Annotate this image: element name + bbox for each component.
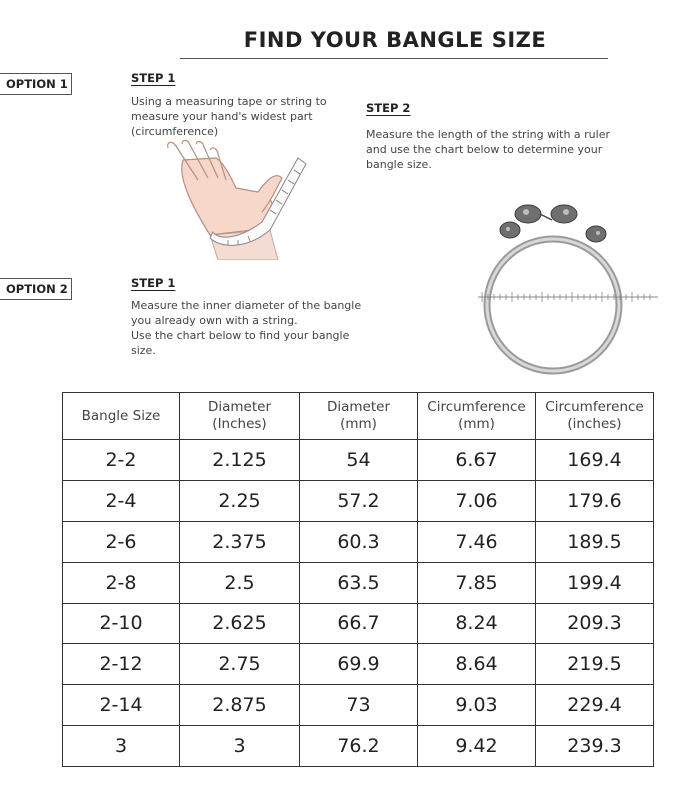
table-cell: 3 <box>63 726 180 767</box>
table-cell: 179.6 <box>536 480 654 521</box>
table-cell: 2-10 <box>63 603 180 644</box>
table-cell: 54 <box>300 440 418 481</box>
header-line: Bangle Size <box>81 407 161 424</box>
table-cell: 7.85 <box>418 562 536 603</box>
table-cell: 2-8 <box>63 562 180 603</box>
table-cell: 209.3 <box>536 603 654 644</box>
header-circumference-mm <box>418 393 536 440</box>
header-line: (inches) <box>567 416 622 432</box>
table-cell: 9.03 <box>418 685 536 726</box>
table-row <box>63 440 654 481</box>
hand-measuring-illustration <box>158 140 308 260</box>
table-cell: 2.25 <box>180 480 300 521</box>
table-header-row <box>63 393 654 440</box>
table-cell: 60.3 <box>300 521 418 562</box>
table-cell: 2.125 <box>180 440 300 481</box>
table-cell: 2.375 <box>180 521 300 562</box>
table-cell: 199.4 <box>536 562 654 603</box>
text-line: Measure the length of the string with a ruler <box>366 128 610 141</box>
table-cell: 2-12 <box>63 644 180 685</box>
table-cell: 63.5 <box>300 562 418 603</box>
header-line: (mm) <box>340 416 377 432</box>
header-line: Diameter <box>326 399 391 415</box>
table-cell: 73 <box>300 685 418 726</box>
table-cell: 219.5 <box>536 644 654 685</box>
table-cell: 7.46 <box>418 521 536 562</box>
table-cell: 69.9 <box>300 644 418 685</box>
table-cell: 3 <box>180 726 300 767</box>
header-bangle-size <box>63 393 180 440</box>
table-row <box>63 644 654 685</box>
header-line: Diameter <box>207 399 272 415</box>
table-row <box>63 562 654 603</box>
text-line: (circumference) <box>131 125 219 138</box>
text-line: you already own with a string. <box>131 314 298 327</box>
text-line: size. <box>131 344 156 357</box>
text-line: bangle size. <box>366 158 432 171</box>
table-row <box>63 685 654 726</box>
header-circumference-inches <box>536 393 654 440</box>
bangle-ruler-illustration <box>468 200 658 378</box>
bangle-size-table <box>62 392 654 767</box>
table-cell: 66.7 <box>300 603 418 644</box>
table-cell: 2.5 <box>180 562 300 603</box>
table-cell: 2-4 <box>63 480 180 521</box>
table-cell: 2-6 <box>63 521 180 562</box>
table-cell: 7.06 <box>418 480 536 521</box>
page-title: FIND YOUR BANGLE SIZE <box>243 28 547 52</box>
header-diameter-inches <box>180 393 300 440</box>
table-cell: 229.4 <box>536 685 654 726</box>
table-row <box>63 521 654 562</box>
option-1-step-2-text <box>366 127 626 172</box>
table-cell: 57.2 <box>300 480 418 521</box>
table-cell: 2.625 <box>180 603 300 644</box>
header-diameter-mm <box>300 393 418 440</box>
table-cell: 6.67 <box>418 440 536 481</box>
table-cell: 239.3 <box>536 726 654 767</box>
text-line: and use the chart below to determine your <box>366 143 603 156</box>
option-2-step-1-text <box>131 298 371 358</box>
option-2-tag: OPTION 2 <box>0 278 72 300</box>
text-line: Measure the inner diameter of the bangle <box>131 299 362 312</box>
option-1-step-1-text <box>131 94 341 139</box>
table-cell: 8.24 <box>418 603 536 644</box>
option-1-step-2-heading: STEP 2 <box>366 101 411 115</box>
header-line: (mm) <box>458 416 495 432</box>
table-cell: 2-14 <box>63 685 180 726</box>
header-line: Circumference <box>545 399 644 415</box>
table-cell: 76.2 <box>300 726 418 767</box>
header-line: Circumference <box>427 399 526 415</box>
table-cell: 2-2 <box>63 440 180 481</box>
text-line: Using a measuring tape or string to <box>131 95 327 108</box>
table-cell: 9.42 <box>418 726 536 767</box>
table-cell: 2.875 <box>180 685 300 726</box>
table-cell: 2.75 <box>180 644 300 685</box>
text-line: Use the chart below to find your bangle <box>131 329 350 342</box>
table-cell: 8.64 <box>418 644 536 685</box>
table-row <box>63 603 654 644</box>
text-line: measure your hand's widest part <box>131 110 313 123</box>
title-divider <box>180 58 608 59</box>
option-2-step-1-heading: STEP 1 <box>131 276 176 290</box>
option-1-step-1-heading: STEP 1 <box>131 71 176 85</box>
table-cell: 169.4 <box>536 440 654 481</box>
table-cell: 189.5 <box>536 521 654 562</box>
table-row <box>63 480 654 521</box>
table-row <box>63 726 654 767</box>
header-line: (Inches) <box>212 416 267 432</box>
option-1-tag: OPTION 1 <box>0 73 72 95</box>
